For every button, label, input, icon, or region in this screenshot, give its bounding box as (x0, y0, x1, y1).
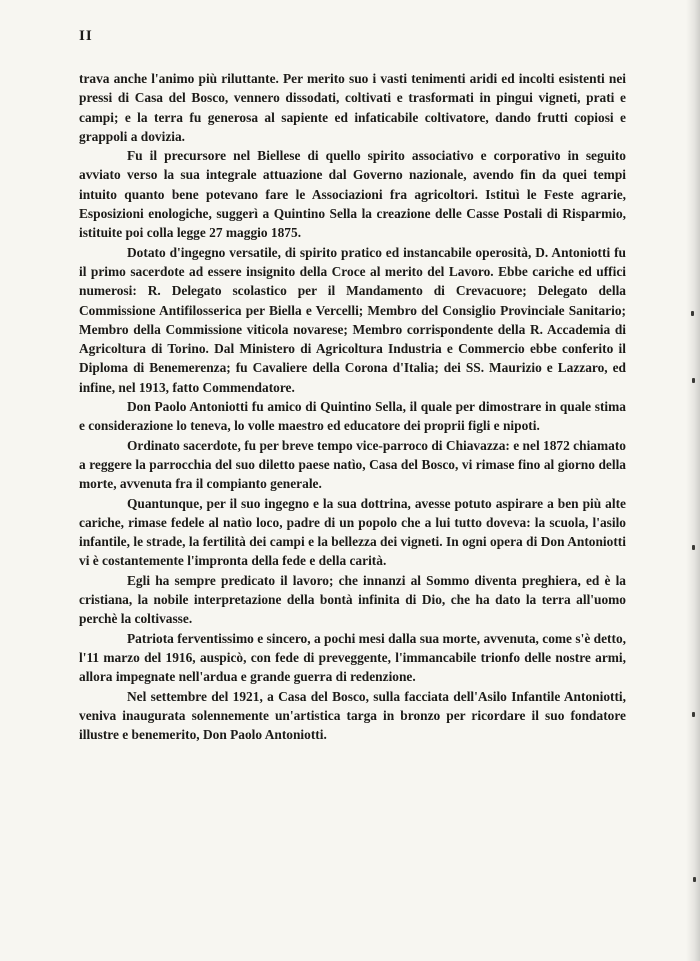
paragraph-4: Don Paolo Antoniotti fu amico di Quintino Sella, il quale per dimostrare in quale stima e considerazione lo teneva, lo volle maestro ed educatore dei proprii figli e nipoti. (79, 399, 626, 434)
paragraph-8: Patriota ferventissimo e sincero, a pochi mesi dalla sua morte, avvenuta, come s'è detto, l'11 marzo del 1916, auspicò, con fede di preveggente, l'immancabile trionfo delle nostre armi, allora impegnate nell'ardua e grande guerra di redenzione. (79, 630, 626, 685)
paragraph-2: Fu il precursore nel Biellese di quello spirito associativo e corporativo in seguito avviato verso la sua integrale attuazione dal Governo nazionale, avendo fin da quei tempi intuito quanto bene potevano fare le Associazioni fra agricoltori. Istituì le Feste agrarie, Esposizioni enologiche, suggerì a Quintino Sella la creazione delle Casse Postali di Risparmio, istituite poi colla legge 27 maggio 1875. (79, 148, 626, 241)
paragraph-9: Nel settembre del 1921, a Casa del Bosco, sulla facciata dell'Asilo Infantile Antoniotti, veniva inaugurata solennemente un'artistica targa in bronzo per ricordare il suo fondatore illustre e benemerito, Don Paolo Antoniotti. (79, 688, 626, 743)
margin-mark (692, 378, 695, 383)
body-text (79, 69, 626, 744)
paragraph-5: Ordinato sacerdote, fu per breve tempo vice-parroco di Chiavazza: e nel 1872 chiamato a reggere la parrocchia del suo diletto paese natìo, Casa del Bosco, vi rimase fino al giorno della morte, avvenuta fra il compianto generale. (79, 437, 626, 492)
page-number: II (79, 28, 93, 44)
margin-mark (692, 545, 695, 550)
margin-mark (693, 877, 696, 882)
paragraph-1: trava anche l'animo più riluttante. Per merito suo i vasti tenimenti aridi ed incolti esistenti nei pressi di Casa del Bosco, vennero dissodati, coltivati e trasformati in pingui vigneti, prati e campi; e la terra fu generosa al sapiente ed infaticabile coltivatore, dando frutti copiosi e grappoli a dovizia. (79, 71, 626, 144)
margin-mark (692, 712, 695, 717)
margin-mark (691, 311, 694, 316)
paragraph-3: Dotato d'ingegno versatile, di spirito pratico ed instancabile operosità, D. Antoniotti fu il primo sacerdote ad essere insignito della Croce al merito del Lavoro. Ebbe cariche ed uffici numerosi: R. Delegato scolastico per il Mandamento di Crevacuore; Delegato della Commissione Antifilosserica per Biella e Vercelli; Membro del Consiglio Provinciale Sanitario; Membro della Commissione viticola novarese; Membro corrispondente della R. Accademia di Agricoltura di Torino. Dal Ministero di Agricoltura Industria e Commercio ebbe conferito il Diploma di Benemerenza; fu Cavaliere della Corona d'Italia; dei SS. Maurizio e Lazzaro, ed infine, nel 1913, fatto Commendatore. (79, 244, 626, 395)
page-edge-shadow (686, 0, 700, 961)
paragraph-6: Quantunque, per il suo ingegno e la sua dottrina, avesse potuto aspirare a ben più alte cariche, rimase fedele al natìo loco, padre di un popolo che a lui tutto doveva: la scuola, l'asilo infantile, le strade, la fertilità dei campi e la bellezza dei vigneti. In ogni opera di Don Antoniotti vi è costantemente l'impronta della fede e della carità. (79, 495, 626, 569)
paragraph-7: Egli ha sempre predicato il lavoro; che innanzi al Sommo diventa preghiera, ed è la cristiana, la nobile interpretazione della bontà infinita di Dio, che ha dato la terra all'uomo perchè la coltivasse. (79, 572, 626, 627)
